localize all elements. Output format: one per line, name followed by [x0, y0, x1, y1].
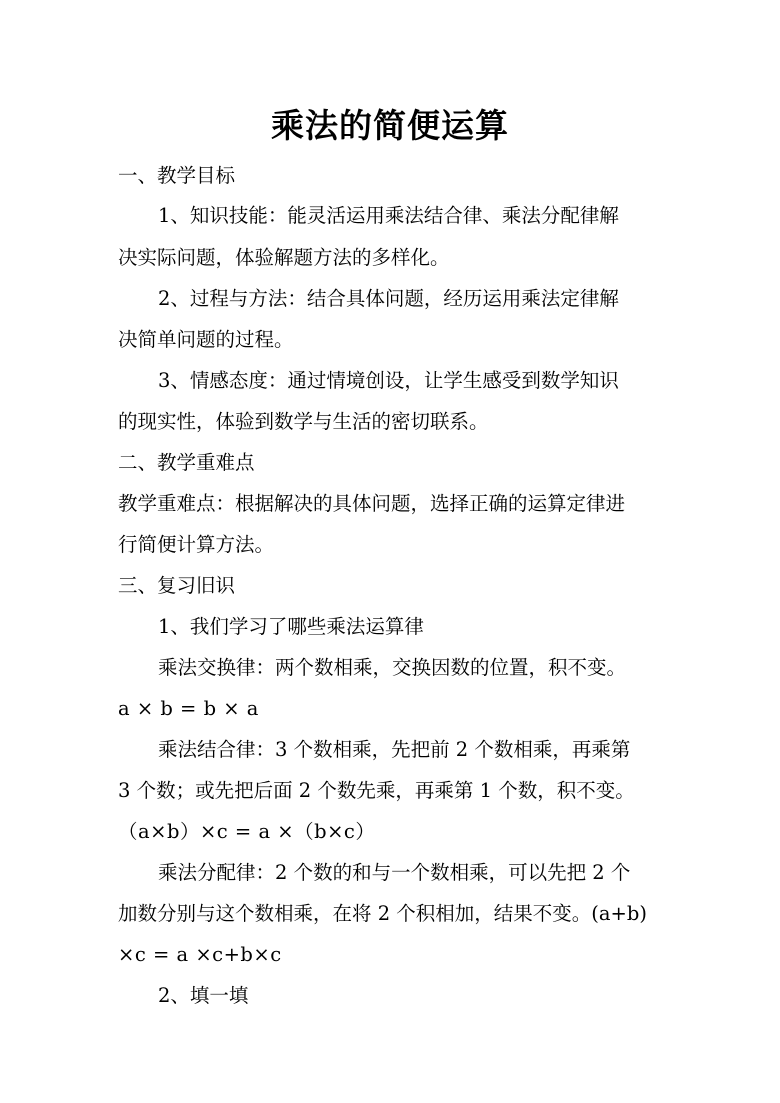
formula-line: a × b = b × a: [118, 697, 259, 720]
formula-line: （a×b）×c = a ×（b×c）: [118, 820, 376, 843]
paragraph-line: 加数分别与这个数相乘，在将 2 个积相加，结果不变。(a+b): [118, 902, 647, 925]
paragraph-line: 乘法交换律：两个数相乘，交换因数的位置，积不变。: [158, 656, 627, 679]
paragraph-line: 1、我们学习了哪些乘法运算律: [158, 615, 424, 638]
paragraph-line: 决实际问题，体验解题方法的多样化。: [118, 246, 450, 269]
section-heading-review: 三、复习旧识: [118, 574, 236, 597]
paragraph-line: 2、过程与方法：结合具体问题，经历运用乘法定律解: [158, 287, 619, 310]
paragraph-line: 决简单问题的过程。: [118, 328, 294, 351]
paragraph-line: 教学重难点：根据解决的具体问题，选择正确的运算定律进: [118, 492, 626, 515]
paragraph-line: 行简便计算方法。: [118, 533, 275, 556]
paragraph-line: 3、情感态度：通过情境创设，让学生感受到数学知识: [158, 369, 619, 392]
paragraph-line: 乘法分配律：2 个数的和与一个数相乘，可以先把 2 个: [158, 861, 631, 884]
paragraph-line: 2、填一填: [158, 984, 249, 1007]
paragraph-line: 乘法结合律：3 个数相乘，先把前 2 个数相乘，再乘第: [158, 738, 631, 761]
paragraph-line: 的现实性，体验到数学与生活的密切联系。: [118, 410, 489, 433]
formula-line: ×c = a ×c+b×c: [118, 943, 282, 966]
document-title: 乘法的简便运算: [271, 106, 509, 145]
section-heading-objectives: 一、教学目标: [118, 164, 236, 187]
section-heading-key-points: 二、教学重难点: [118, 451, 255, 474]
paragraph-line: 3 个数；或先把后面 2 个数先乘，再乘第 1 个数，积不变。: [118, 779, 635, 802]
paragraph-line: 1、知识技能：能灵活运用乘法结合律、乘法分配律解: [158, 204, 619, 227]
